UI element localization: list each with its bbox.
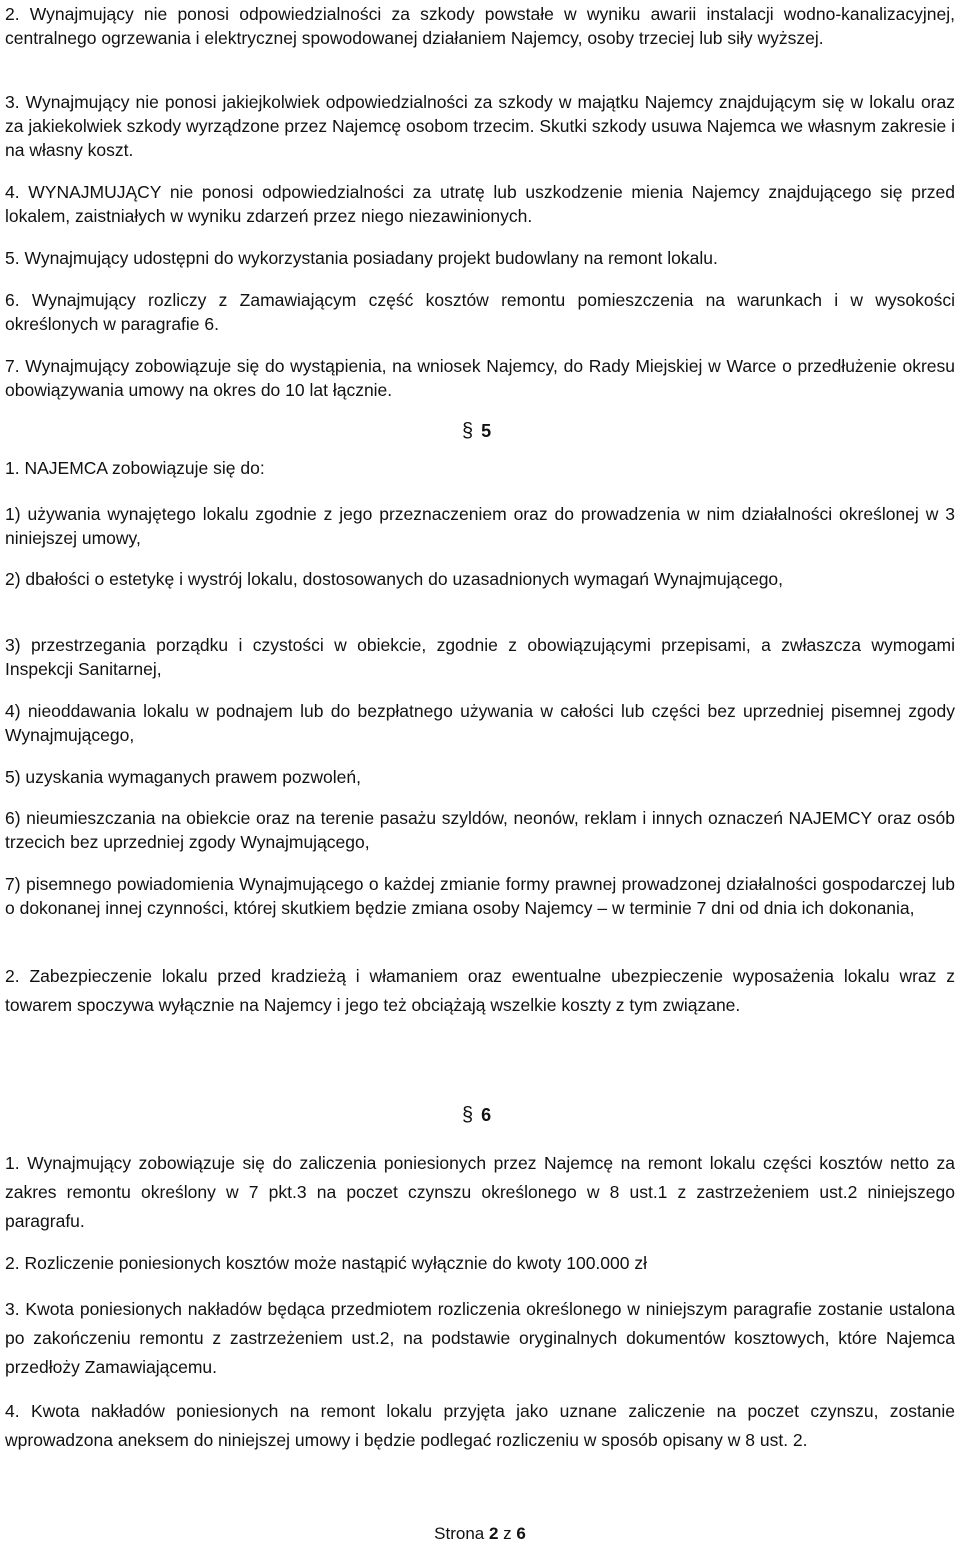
paragraph-liability-property: 3. Wynajmujący nie ponosi jakiejkolwiek odpowiedzialności za szkody w majątku Najemcy znajdującym się w lokalu oraz za jakiekolwiek szkody wyrządzone przez Najemcę osobom trzecim. Skutki szkody usuwa Najemca we własnym zakresie i na własny koszt. — [5, 92, 955, 160]
section6-item-3: 3. Kwota poniesionych nakładów będąca przedmiotem rozliczenia określonego w niniejszym paragrafie zostanie ustalona po zakończeniu remontu z zastrzeżeniem ust.2, na podstawie oryginalnych dokumentów kosztowych, które Najemca przedłoży Zamawiającemu. — [5, 1299, 955, 1377]
section-number: 6 — [481, 1105, 492, 1125]
section6-item-2: 2. Rozliczenie poniesionych kosztów może nastąpić wyłącznie do kwoty 100.000 zł — [5, 1253, 647, 1273]
section5-item-7: 7) pisemnego powiadomienia Wynajmującego o każdej zmianie formy prawnej prowadzonej działalności gospodarczej lub o dokonanej innej czynności, której skutkiem będzie zmiana osoby Najemcy – w terminie 7 dni od dnia ich dokonania, — [5, 874, 955, 918]
section5-item-3: 3) przestrzegania porządku i czystości w obiekcie, zgodnie z obowiązującymi przepisami, a zwłaszcza wymogami Inspekcji Sanitarnej, — [5, 635, 955, 679]
section6-item-1: 1. Wynajmujący zobowiązuje się do zaliczenia poniesionych przez Najemcę na remont lokalu części kosztów netto za zakres remontu określony w 7 pkt.3 na poczet czynszu określonego w 8 ust.1 z zastrzeżeniem ust.2 niniejszego paragrafu. — [5, 1153, 955, 1231]
section-heading-5 — [462, 420, 491, 443]
footer-total-pages: 6 — [516, 1524, 526, 1543]
section5-item-1: 1) używania wynajętego lokalu zgodnie z jego przeznaczeniem oraz do prowadzenia w nim działalności określonej w 3 niniejszej umowy, — [5, 504, 955, 548]
section6-item-4: 4. Kwota nakładów poniesionych na remont lokalu przyjęta jako uznane zaliczenie na poczet czynszu, zostanie wprowadzona aneksem do niniejszej umowy i będzie podlegać rozliczeniu w sposób opisany w 8 ust. 2. — [5, 1401, 955, 1450]
page-footer — [0, 1524, 960, 1544]
section5-item-4: 4) nieoddawania lokalu w podnajem lub do bezpłatnego używania w całości lub części bez uprzedniej pisemnej zgody Wynajmującego, — [5, 701, 955, 745]
footer-separator: z — [498, 1524, 517, 1543]
section5-item-2: 2) dbałości o estetykę i wystrój lokalu, dostosowanych do uzasadnionych wymagań Wynajmującego, — [5, 569, 784, 589]
section5-item-5: 5) uzyskania wymaganych prawem pozwoleń, — [5, 767, 361, 787]
section-number: 5 — [481, 421, 492, 441]
section-symbol: § — [462, 1104, 474, 1126]
footer-current-page: 2 — [488, 1524, 499, 1543]
section5-intro: 1. NAJEMCA zobowiązuje się do: — [5, 458, 265, 478]
paragraph-liability-outside: 4. WYNAJMUJĄCY nie ponosi odpowiedzialności za utratę lub uszkodzenie mienia Najemcy znajdującego się przed lokalem, zaistniałych w wyniku zdarzeń przez niego niezawinionych. — [5, 182, 955, 226]
section5-paragraph-2: 2. Zabezpieczenie lokalu przed kradzieżą i włamaniem oraz ewentualne ubezpieczenie wyposażenia lokalu wraz z towarem spoczywa wyłącznie na Najemcy i jego też obciążają wszelkie koszty z tym związane. — [5, 966, 955, 1015]
paragraph-settlement: 6. Wynajmujący rozliczy z Zamawiającym część kosztów remontu pomieszczenia na warunkach i w wysokości określonych w paragrafie 6. — [5, 290, 955, 334]
section-symbol: § — [462, 420, 474, 442]
footer-prefix: Strona — [434, 1524, 489, 1543]
paragraph-extension: 7. Wynajmujący zobowiązuje się do wystąpienia, na wniosek Najemcy, do Rady Miejskiej w Warce o przedłużenie okresu obowiązywania umowy na okres do 10 lat łącznie. — [5, 356, 955, 400]
paragraph-project: 5. Wynajmujący udostępni do wykorzystania posiadany projekt budowlany na remont lokalu. — [5, 248, 718, 268]
section-heading-6 — [462, 1104, 491, 1127]
paragraph-liability-installations: 2. Wynajmujący nie ponosi odpowiedzialności za szkody powstałe w wyniku awarii instalacji wodno-kanalizacyjnej, centralnego ogrzewania i elektrycznej spowodowanej działaniem Najemcy, osoby trzeciej lub siły wyższej. — [5, 4, 955, 48]
section5-item-6: 6) nieumieszczania na obiekcie oraz na terenie pasażu szyldów, neonów, reklam i innych oznaczeń NAJEMCY oraz osób trzecich bez uprzedniej zgody Wynajmującego, — [5, 808, 955, 852]
